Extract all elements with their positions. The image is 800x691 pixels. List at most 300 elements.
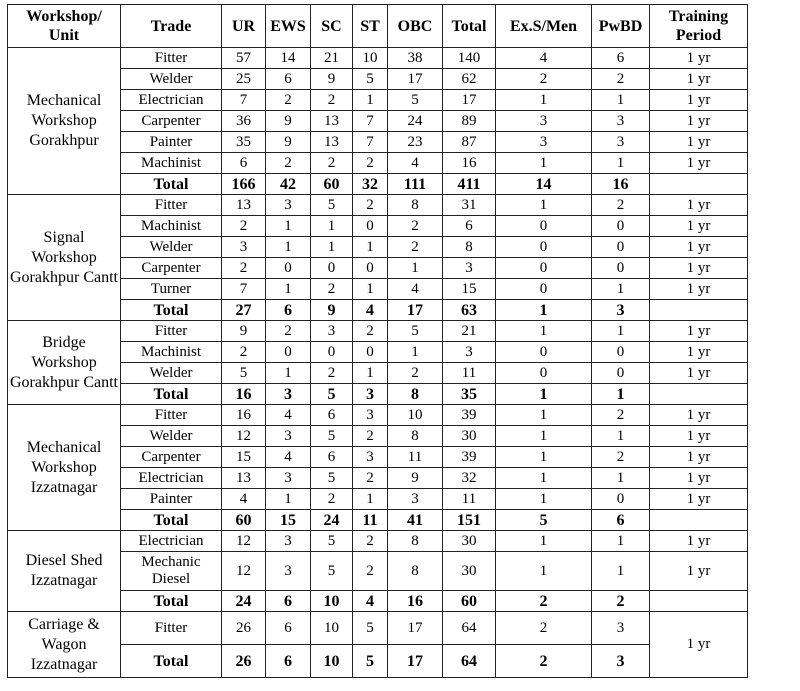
sc-cell: 2	[311, 279, 353, 300]
training-period-cell: 1 yr	[650, 405, 748, 426]
trade-cell: Carpenter	[121, 111, 222, 132]
ur-cell: 12	[222, 531, 266, 552]
ur-cell: 4	[222, 489, 266, 510]
sc-cell: 5	[311, 552, 353, 591]
table-row	[8, 48, 748, 69]
header-workshop-unit: Workshop/ Unit	[8, 5, 121, 48]
obc-cell: 2	[388, 363, 443, 384]
st-cell: 2	[353, 321, 388, 342]
ur-cell: 13	[222, 195, 266, 216]
header-st: ST	[353, 5, 388, 48]
training-period-cell: 1 yr	[650, 342, 748, 363]
total-cell: 3	[443, 342, 496, 363]
st-cell: 2	[353, 153, 388, 174]
header-ex-servicemen: Ex.S/Men	[496, 5, 592, 48]
trade-cell: Welder	[121, 363, 222, 384]
ews-cell: 3	[266, 468, 311, 489]
training-period-cell: 1 yr	[650, 111, 748, 132]
st-cell: 2	[353, 552, 388, 591]
trade-cell: Machinist	[121, 153, 222, 174]
obc-cell: 2	[388, 216, 443, 237]
ur-cell: 9	[222, 321, 266, 342]
total-training-period-cell	[650, 591, 748, 612]
total-total-cell: 64	[443, 645, 496, 678]
st-cell: 1	[353, 363, 388, 384]
trade-cell: Fitter	[121, 321, 222, 342]
total-pwbd-cell: 3	[592, 300, 650, 321]
obc-cell: 17	[388, 69, 443, 90]
sc-cell: 5	[311, 468, 353, 489]
ews-cell: 1	[266, 279, 311, 300]
total-sc-cell: 9	[311, 300, 353, 321]
obc-cell: 11	[388, 447, 443, 468]
trade-cell: Welder	[121, 426, 222, 447]
sc-cell: 0	[311, 342, 353, 363]
total-ex-servicemen-cell: 14	[496, 174, 592, 195]
total-obc-cell: 17	[388, 300, 443, 321]
pwbd-cell: 3	[592, 612, 650, 645]
total-st-cell: 32	[353, 174, 388, 195]
total-label-cell: Total	[121, 174, 222, 195]
training-period-cell: 1 yr	[650, 258, 748, 279]
ex-servicemen-cell: 2	[496, 69, 592, 90]
ews-cell: 6	[266, 612, 311, 645]
trade-cell: Carpenter	[121, 258, 222, 279]
sc-cell: 3	[311, 321, 353, 342]
training-period-cell: 1 yr	[650, 612, 748, 678]
total-cell: 89	[443, 111, 496, 132]
ex-servicemen-cell: 4	[496, 48, 592, 69]
trade-cell: Machinist	[121, 342, 222, 363]
ews-cell: 3	[266, 552, 311, 591]
total-cell: 11	[443, 363, 496, 384]
obc-cell: 23	[388, 132, 443, 153]
ews-cell: 4	[266, 405, 311, 426]
total-sc-cell: 5	[311, 384, 353, 405]
total-cell: 31	[443, 195, 496, 216]
pwbd-cell: 1	[592, 279, 650, 300]
ews-cell: 1	[266, 489, 311, 510]
st-cell: 7	[353, 132, 388, 153]
training-period-cell: 1 yr	[650, 48, 748, 69]
ex-servicemen-cell: 1	[496, 552, 592, 591]
ur-cell: 15	[222, 447, 266, 468]
trade-cell: Fitter	[121, 195, 222, 216]
total-cell: 140	[443, 48, 496, 69]
obc-cell: 1	[388, 342, 443, 363]
ex-servicemen-cell: 1	[496, 468, 592, 489]
training-period-cell: 1 yr	[650, 216, 748, 237]
st-cell: 0	[353, 342, 388, 363]
total-st-cell: 4	[353, 300, 388, 321]
sc-cell: 2	[311, 153, 353, 174]
pwbd-cell: 1	[592, 426, 650, 447]
pwbd-cell: 2	[592, 447, 650, 468]
training-period-cell: 1 yr	[650, 489, 748, 510]
total-cell: 15	[443, 279, 496, 300]
pwbd-cell: 1	[592, 468, 650, 489]
ur-cell: 5	[222, 363, 266, 384]
ex-servicemen-cell: 0	[496, 279, 592, 300]
total-cell: 87	[443, 132, 496, 153]
pwbd-cell: 3	[592, 132, 650, 153]
total-training-period-cell	[650, 300, 748, 321]
pwbd-cell: 1	[592, 531, 650, 552]
total-ur-cell: 26	[222, 645, 266, 678]
ur-cell: 6	[222, 153, 266, 174]
obc-cell: 5	[388, 321, 443, 342]
st-cell: 1	[353, 279, 388, 300]
sc-cell: 1	[311, 216, 353, 237]
total-training-period-cell	[650, 174, 748, 195]
table-body	[8, 48, 748, 678]
ur-cell: 12	[222, 426, 266, 447]
total-pwbd-cell: 3	[592, 645, 650, 678]
pwbd-cell: 2	[592, 405, 650, 426]
trade-cell: Carpenter	[121, 447, 222, 468]
pwbd-cell: 1	[592, 552, 650, 591]
total-cell: 17	[443, 90, 496, 111]
trade-cell: Painter	[121, 489, 222, 510]
table-row	[8, 405, 748, 426]
trade-cell: Electrician	[121, 90, 222, 111]
obc-cell: 38	[388, 48, 443, 69]
st-cell: 5	[353, 69, 388, 90]
sc-cell: 1	[311, 237, 353, 258]
ews-cell: 14	[266, 48, 311, 69]
obc-cell: 10	[388, 405, 443, 426]
ur-cell: 57	[222, 48, 266, 69]
ur-cell: 7	[222, 90, 266, 111]
ur-cell: 26	[222, 612, 266, 645]
ex-servicemen-cell: 3	[496, 111, 592, 132]
trade-cell: Electrician	[121, 468, 222, 489]
total-cell: 21	[443, 321, 496, 342]
trade-cell: Electrician	[121, 531, 222, 552]
total-cell: 32	[443, 468, 496, 489]
ex-servicemen-cell: 0	[496, 342, 592, 363]
total-ews-cell: 6	[266, 300, 311, 321]
total-sc-cell: 10	[311, 645, 353, 678]
pwbd-cell: 2	[592, 69, 650, 90]
ex-servicemen-cell: 0	[496, 363, 592, 384]
total-ews-cell: 3	[266, 384, 311, 405]
ex-servicemen-cell: 0	[496, 237, 592, 258]
obc-cell: 5	[388, 90, 443, 111]
ews-cell: 2	[266, 321, 311, 342]
total-st-cell: 11	[353, 510, 388, 531]
ex-servicemen-cell: 1	[496, 489, 592, 510]
total-total-cell: 60	[443, 591, 496, 612]
table-row	[8, 195, 748, 216]
training-period-cell: 1 yr	[650, 195, 748, 216]
total-cell: 62	[443, 69, 496, 90]
total-cell: 6	[443, 216, 496, 237]
ex-servicemen-cell: 0	[496, 258, 592, 279]
total-ex-servicemen-cell: 2	[496, 591, 592, 612]
ews-cell: 0	[266, 342, 311, 363]
obc-cell: 8	[388, 531, 443, 552]
training-period-cell: 1 yr	[650, 90, 748, 111]
workshop-unit-cell: Signal Workshop Gorakhpur Cantt	[8, 195, 121, 321]
total-cell: 30	[443, 552, 496, 591]
ews-cell: 1	[266, 237, 311, 258]
total-cell: 30	[443, 426, 496, 447]
sc-cell: 2	[311, 363, 353, 384]
total-ur-cell: 166	[222, 174, 266, 195]
header-sc: SC	[311, 5, 353, 48]
pwbd-cell: 1	[592, 90, 650, 111]
total-cell: 39	[443, 447, 496, 468]
pwbd-cell: 6	[592, 48, 650, 69]
header-training-period: Training Period	[650, 5, 748, 48]
trade-cell: Mechanic Diesel	[121, 552, 222, 591]
trade-cell: Machinist	[121, 216, 222, 237]
total-cell: 16	[443, 153, 496, 174]
total-ews-cell: 6	[266, 645, 311, 678]
st-cell: 2	[353, 195, 388, 216]
total-ex-servicemen-cell: 1	[496, 384, 592, 405]
total-ur-cell: 24	[222, 591, 266, 612]
training-period-cell: 1 yr	[650, 321, 748, 342]
pwbd-cell: 1	[592, 321, 650, 342]
obc-cell: 8	[388, 195, 443, 216]
training-period-cell: 1 yr	[650, 552, 748, 591]
total-training-period-cell	[650, 510, 748, 531]
pwbd-cell: 1	[592, 153, 650, 174]
workshop-unit-cell: Diesel Shed Izzatnagar	[8, 531, 121, 612]
sc-cell: 21	[311, 48, 353, 69]
ews-cell: 3	[266, 195, 311, 216]
obc-cell: 4	[388, 153, 443, 174]
total-pwbd-cell: 2	[592, 591, 650, 612]
total-label-cell: Total	[121, 591, 222, 612]
total-obc-cell: 111	[388, 174, 443, 195]
total-ews-cell: 42	[266, 174, 311, 195]
training-period-cell: 1 yr	[650, 132, 748, 153]
ex-servicemen-cell: 2	[496, 612, 592, 645]
sc-cell: 2	[311, 90, 353, 111]
obc-cell: 1	[388, 258, 443, 279]
ex-servicemen-cell: 1	[496, 321, 592, 342]
total-pwbd-cell: 6	[592, 510, 650, 531]
ur-cell: 12	[222, 552, 266, 591]
obc-cell: 24	[388, 111, 443, 132]
ur-cell: 25	[222, 69, 266, 90]
trade-cell: Welder	[121, 237, 222, 258]
trade-cell: Painter	[121, 132, 222, 153]
total-obc-cell: 8	[388, 384, 443, 405]
total-pwbd-cell: 1	[592, 384, 650, 405]
total-ur-cell: 27	[222, 300, 266, 321]
total-st-cell: 5	[353, 645, 388, 678]
sc-cell: 2	[311, 489, 353, 510]
ex-servicemen-cell: 1	[496, 447, 592, 468]
ex-servicemen-cell: 1	[496, 195, 592, 216]
workshop-unit-cell: Bridge Workshop Gorakhpur Cantt	[8, 321, 121, 405]
st-cell: 3	[353, 405, 388, 426]
pwbd-cell: 2	[592, 195, 650, 216]
total-label-cell: Total	[121, 510, 222, 531]
ex-servicemen-cell: 1	[496, 531, 592, 552]
trade-cell: Turner	[121, 279, 222, 300]
total-total-cell: 63	[443, 300, 496, 321]
pwbd-cell: 0	[592, 216, 650, 237]
total-label-cell: Total	[121, 300, 222, 321]
training-period-cell: 1 yr	[650, 279, 748, 300]
workshop-unit-cell: Mechanical Workshop Izzatnagar	[8, 405, 121, 531]
total-cell: 3	[443, 258, 496, 279]
total-pwbd-cell: 16	[592, 174, 650, 195]
sc-cell: 5	[311, 531, 353, 552]
ur-cell: 36	[222, 111, 266, 132]
training-period-cell: 1 yr	[650, 447, 748, 468]
pwbd-cell: 0	[592, 258, 650, 279]
total-cell: 11	[443, 489, 496, 510]
st-cell: 0	[353, 258, 388, 279]
trade-cell: Fitter	[121, 612, 222, 645]
total-cell: 39	[443, 405, 496, 426]
sc-cell: 5	[311, 195, 353, 216]
total-obc-cell: 16	[388, 591, 443, 612]
training-period-cell: 1 yr	[650, 69, 748, 90]
table-row	[8, 321, 748, 342]
ex-servicemen-cell: 1	[496, 426, 592, 447]
st-cell: 7	[353, 111, 388, 132]
total-ews-cell: 6	[266, 591, 311, 612]
total-training-period-cell	[650, 384, 748, 405]
pwbd-cell: 0	[592, 342, 650, 363]
total-cell: 30	[443, 531, 496, 552]
sc-cell: 5	[311, 426, 353, 447]
sc-cell: 13	[311, 132, 353, 153]
total-st-cell: 4	[353, 591, 388, 612]
obc-cell: 8	[388, 426, 443, 447]
training-period-cell: 1 yr	[650, 237, 748, 258]
st-cell: 2	[353, 468, 388, 489]
ur-cell: 35	[222, 132, 266, 153]
ex-servicemen-cell: 1	[496, 153, 592, 174]
total-total-cell: 151	[443, 510, 496, 531]
ur-cell: 7	[222, 279, 266, 300]
workshop-unit-cell: Mechanical Workshop Gorakhpur	[8, 48, 121, 195]
ews-cell: 1	[266, 363, 311, 384]
obc-cell: 3	[388, 489, 443, 510]
header-ur: UR	[222, 5, 266, 48]
total-ex-servicemen-cell: 2	[496, 645, 592, 678]
header-obc: OBC	[388, 5, 443, 48]
trade-cell: Fitter	[121, 405, 222, 426]
total-cell: 8	[443, 237, 496, 258]
total-st-cell: 3	[353, 384, 388, 405]
total-obc-cell: 17	[388, 645, 443, 678]
ews-cell: 6	[266, 69, 311, 90]
ur-cell: 2	[222, 216, 266, 237]
table-row	[8, 612, 748, 645]
st-cell: 1	[353, 237, 388, 258]
header-ews: EWS	[266, 5, 311, 48]
sc-cell: 6	[311, 447, 353, 468]
table-row	[8, 531, 748, 552]
ex-servicemen-cell: 1	[496, 405, 592, 426]
obc-cell: 9	[388, 468, 443, 489]
ews-cell: 9	[266, 111, 311, 132]
st-cell: 10	[353, 48, 388, 69]
total-obc-cell: 41	[388, 510, 443, 531]
trade-cell: Welder	[121, 69, 222, 90]
header-trade: Trade	[121, 5, 222, 48]
training-period-cell: 1 yr	[650, 153, 748, 174]
total-total-cell: 411	[443, 174, 496, 195]
ews-cell: 4	[266, 447, 311, 468]
total-ur-cell: 16	[222, 384, 266, 405]
st-cell: 0	[353, 216, 388, 237]
pwbd-cell: 0	[592, 237, 650, 258]
total-label-cell: Total	[121, 645, 222, 678]
sc-cell: 0	[311, 258, 353, 279]
obc-cell: 2	[388, 237, 443, 258]
vacancy-table	[7, 4, 748, 678]
st-cell: 2	[353, 531, 388, 552]
training-period-cell: 1 yr	[650, 363, 748, 384]
st-cell: 2	[353, 426, 388, 447]
sc-cell: 13	[311, 111, 353, 132]
obc-cell: 4	[388, 279, 443, 300]
ews-cell: 0	[266, 258, 311, 279]
sc-cell: 6	[311, 405, 353, 426]
ur-cell: 2	[222, 258, 266, 279]
ur-cell: 13	[222, 468, 266, 489]
obc-cell: 17	[388, 612, 443, 645]
vacancy-table-container	[7, 4, 748, 678]
ews-cell: 3	[266, 531, 311, 552]
workshop-unit-cell: Carriage & Wagon Izzatnagar	[8, 612, 121, 678]
header-pwbd: PwBD	[592, 5, 650, 48]
total-ex-servicemen-cell: 1	[496, 300, 592, 321]
total-cell: 64	[443, 612, 496, 645]
ews-cell: 1	[266, 216, 311, 237]
ews-cell: 9	[266, 132, 311, 153]
training-period-cell: 1 yr	[650, 426, 748, 447]
total-total-cell: 35	[443, 384, 496, 405]
st-cell: 3	[353, 447, 388, 468]
header-row	[8, 5, 748, 48]
total-ews-cell: 15	[266, 510, 311, 531]
ex-servicemen-cell: 0	[496, 216, 592, 237]
header-total: Total	[443, 5, 496, 48]
total-ex-servicemen-cell: 5	[496, 510, 592, 531]
pwbd-cell: 0	[592, 363, 650, 384]
ur-cell: 3	[222, 237, 266, 258]
pwbd-cell: 3	[592, 111, 650, 132]
total-sc-cell: 24	[311, 510, 353, 531]
st-cell: 5	[353, 612, 388, 645]
ur-cell: 16	[222, 405, 266, 426]
total-sc-cell: 60	[311, 174, 353, 195]
trade-cell: Fitter	[121, 48, 222, 69]
ews-cell: 3	[266, 426, 311, 447]
st-cell: 1	[353, 90, 388, 111]
total-ur-cell: 60	[222, 510, 266, 531]
total-sc-cell: 10	[311, 591, 353, 612]
training-period-cell: 1 yr	[650, 468, 748, 489]
ex-servicemen-cell: 3	[496, 132, 592, 153]
ex-servicemen-cell: 1	[496, 90, 592, 111]
sc-cell: 9	[311, 69, 353, 90]
training-period-cell: 1 yr	[650, 531, 748, 552]
st-cell: 1	[353, 489, 388, 510]
total-label-cell: Total	[121, 384, 222, 405]
